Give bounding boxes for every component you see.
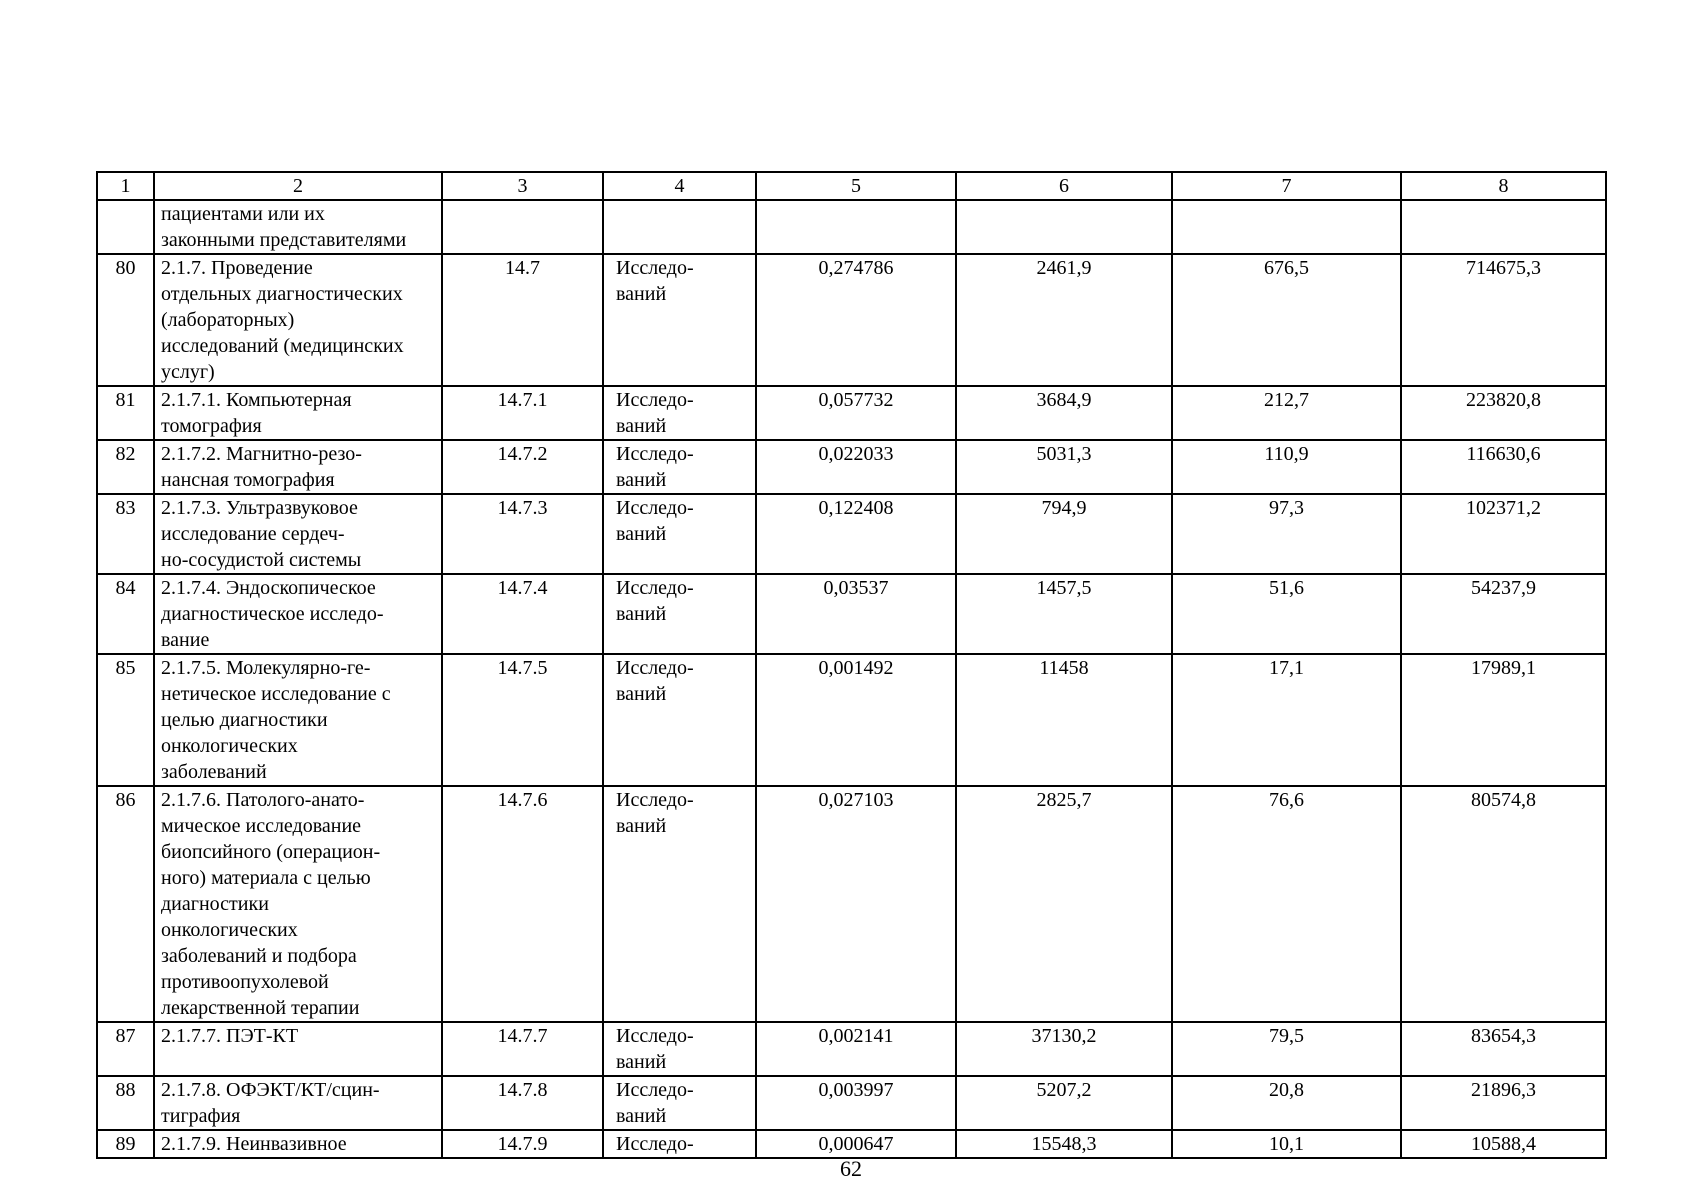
description-cell: 2.1.7.7. ПЭТ-КТ <box>154 1022 442 1076</box>
column-5-cell <box>756 200 956 254</box>
column-6-cell: 3684,9 <box>956 386 1172 440</box>
column-header: 6 <box>956 172 1172 200</box>
column-header: 1 <box>97 172 154 200</box>
table-row <box>97 786 1606 1022</box>
column-5-cell: 0,027103 <box>756 786 956 1022</box>
column-8-cell: 10588,4 <box>1401 1130 1606 1158</box>
column-8-cell: 223820,8 <box>1401 386 1606 440</box>
code-cell: 14.7.4 <box>442 574 603 654</box>
column-6-cell: 2825,7 <box>956 786 1172 1022</box>
code-cell: 14.7.2 <box>442 440 603 494</box>
column-6-cell: 5207,2 <box>956 1076 1172 1130</box>
column-6-cell: 794,9 <box>956 494 1172 574</box>
row-number-cell: 88 <box>97 1076 154 1130</box>
column-5-cell: 0,122408 <box>756 494 956 574</box>
column-8-cell: 102371,2 <box>1401 494 1606 574</box>
code-cell <box>442 200 603 254</box>
code-cell: 14.7.3 <box>442 494 603 574</box>
description-cell: 2.1.7.8. ОФЭКТ/КТ/сцин- тиграфия <box>154 1076 442 1130</box>
column-7-cell: 97,3 <box>1172 494 1401 574</box>
unit-cell: Исследо- ваний <box>603 1022 756 1076</box>
column-7-cell: 20,8 <box>1172 1076 1401 1130</box>
description-cell: 2.1.7.5. Молекулярно-ге- нетическое исследование с целью диагностики онкологических заболеваний <box>154 654 442 786</box>
description-cell: пациентами или их законными представителями <box>154 200 442 254</box>
column-5-cell: 0,002141 <box>756 1022 956 1076</box>
column-8-cell: 714675,3 <box>1401 254 1606 386</box>
code-cell: 14.7.1 <box>442 386 603 440</box>
column-7-cell: 10,1 <box>1172 1130 1401 1158</box>
column-8-cell: 116630,6 <box>1401 440 1606 494</box>
page-number: 62 <box>840 1156 862 1181</box>
code-cell: 14.7.5 <box>442 654 603 786</box>
column-6-cell: 37130,2 <box>956 1022 1172 1076</box>
column-5-cell: 0,001492 <box>756 654 956 786</box>
document-table-container <box>96 171 1605 1159</box>
description-cell: 2.1.7.6. Патолого-анато- мическое исследование биопсийного (операцион- ного) материала с целью диагностики онкологических заболеваний и подбора противоопухолевой лекарственной терапии <box>154 786 442 1022</box>
column-6-cell: 2461,9 <box>956 254 1172 386</box>
row-number-cell: 83 <box>97 494 154 574</box>
unit-cell <box>603 200 756 254</box>
column-5-cell: 0,274786 <box>756 254 956 386</box>
column-header: 7 <box>1172 172 1401 200</box>
column-8-cell: 83654,3 <box>1401 1022 1606 1076</box>
unit-cell: Исследо- ваний <box>603 254 756 386</box>
column-header: 2 <box>154 172 442 200</box>
unit-cell: Исследо- ваний <box>603 654 756 786</box>
unit-cell: Исследо- ваний <box>603 440 756 494</box>
column-5-cell: 0,022033 <box>756 440 956 494</box>
description-cell: 2.1.7.1. Компьютерная томография <box>154 386 442 440</box>
row-number-cell: 82 <box>97 440 154 494</box>
row-number-cell <box>97 200 154 254</box>
column-6-cell: 11458 <box>956 654 1172 786</box>
column-5-cell: 0,057732 <box>756 386 956 440</box>
unit-cell: Исследо- ваний <box>603 1076 756 1130</box>
code-cell: 14.7.9 <box>442 1130 603 1158</box>
table-row <box>97 654 1606 786</box>
row-number-cell: 87 <box>97 1022 154 1076</box>
column-5-cell: 0,003997 <box>756 1076 956 1130</box>
column-8-cell: 54237,9 <box>1401 574 1606 654</box>
column-7-cell <box>1172 200 1401 254</box>
column-header: 8 <box>1401 172 1606 200</box>
data-table <box>96 171 1607 1159</box>
column-8-cell: 17989,1 <box>1401 654 1606 786</box>
table-row <box>97 1022 1606 1076</box>
table-row <box>97 386 1606 440</box>
table-row <box>97 1130 1606 1158</box>
table-row <box>97 200 1606 254</box>
column-6-cell: 15548,3 <box>956 1130 1172 1158</box>
table-body <box>97 172 1606 1158</box>
column-header: 4 <box>603 172 756 200</box>
row-number-cell: 85 <box>97 654 154 786</box>
column-7-cell: 76,6 <box>1172 786 1401 1022</box>
code-cell: 14.7.8 <box>442 1076 603 1130</box>
description-cell: 2.1.7.2. Магнитно-резо- нансная томография <box>154 440 442 494</box>
table-row <box>97 254 1606 386</box>
row-number-cell: 80 <box>97 254 154 386</box>
unit-cell: Исследо- ваний <box>603 786 756 1022</box>
column-7-cell: 676,5 <box>1172 254 1401 386</box>
row-number-cell: 89 <box>97 1130 154 1158</box>
column-8-cell: 80574,8 <box>1401 786 1606 1022</box>
table-row <box>97 494 1606 574</box>
unit-cell: Исследо- ваний <box>603 574 756 654</box>
column-6-cell: 5031,3 <box>956 440 1172 494</box>
column-8-cell: 21896,3 <box>1401 1076 1606 1130</box>
unit-cell: Исследо- ваний <box>603 386 756 440</box>
column-header: 3 <box>442 172 603 200</box>
code-cell: 14.7.6 <box>442 786 603 1022</box>
unit-cell: Исследо- <box>603 1130 756 1158</box>
column-7-cell: 212,7 <box>1172 386 1401 440</box>
column-8-cell <box>1401 200 1606 254</box>
column-header: 5 <box>756 172 956 200</box>
description-cell: 2.1.7. Проведение отдельных диагностических (лабораторных) исследований (медицинских услуг) <box>154 254 442 386</box>
table-row <box>97 574 1606 654</box>
row-number-cell: 84 <box>97 574 154 654</box>
column-7-cell: 17,1 <box>1172 654 1401 786</box>
description-cell: 2.1.7.9. Неинвазивное <box>154 1130 442 1158</box>
table-row <box>97 440 1606 494</box>
description-cell: 2.1.7.3. Ультразвуковое исследование сердеч- но-сосудистой системы <box>154 494 442 574</box>
column-6-cell: 1457,5 <box>956 574 1172 654</box>
column-5-cell: 0,03537 <box>756 574 956 654</box>
column-7-cell: 110,9 <box>1172 440 1401 494</box>
table-row <box>97 1076 1606 1130</box>
row-number-cell: 81 <box>97 386 154 440</box>
code-cell: 14.7.7 <box>442 1022 603 1076</box>
column-7-cell: 51,6 <box>1172 574 1401 654</box>
unit-cell: Исследо- ваний <box>603 494 756 574</box>
description-cell: 2.1.7.4. Эндоскопическое диагностическое исследо- вание <box>154 574 442 654</box>
column-7-cell: 79,5 <box>1172 1022 1401 1076</box>
column-5-cell: 0,000647 <box>756 1130 956 1158</box>
code-cell: 14.7 <box>442 254 603 386</box>
header-row <box>97 172 1606 200</box>
column-6-cell <box>956 200 1172 254</box>
row-number-cell: 86 <box>97 786 154 1022</box>
